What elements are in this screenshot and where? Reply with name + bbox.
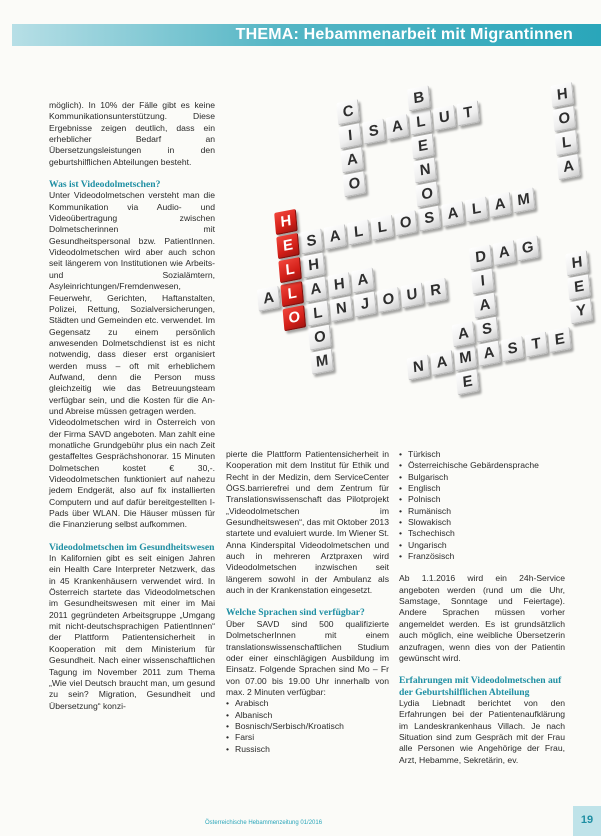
letter-tile-highlighted: E [276, 233, 300, 259]
language-item: • Ungarisch [399, 540, 565, 551]
letter-tile: A [323, 224, 347, 250]
letter-tile: Y [569, 298, 593, 324]
letter-tile: S [501, 336, 525, 362]
language-item: • Bosnisch/Serbisch/Kroatisch [226, 721, 389, 732]
intro-paragraph: möglich). In 10% der Fälle gibt es keine Kommunikationsunterstützung. Diese Ergebnisse zeigen deutlich, dass ein erheblicher Bedarf an Übersetzungsleistungen in den geburtshilflichen Abteilungen besteht. [49, 100, 215, 167]
letter-tile: A [341, 147, 365, 173]
letter-tile: L [306, 300, 330, 326]
letter-tile: H [328, 272, 352, 298]
letter-tile: L [370, 215, 394, 241]
letter-tile: N [330, 296, 354, 322]
letter-tile: H [565, 250, 589, 276]
letter-tile-highlighted: O [283, 305, 307, 331]
letter-tile: G [516, 235, 540, 261]
paragraph-pilot-project: pierte die Plattform Patientensicherheit in Kooperation mit dem Institut für Ethik und Recht in der Medizin, dem ServiceCenter ÖGS.barrierefrei und dem Zentrum für Translationswissenschaft das Pilotprojekt „Videodolmetschen im Gesundheitswesen“, das mit Oktober 2013 startete und evaluiert wurde. Im Wiener St. Anna Kinderspital Videodolmetschen und auch in mehreren Arztpraxen wird Videodolmetschen inzwischen seit längerem sowohl in der Ambulanz als auch in der Krankenstation eingesetzt. [226, 449, 389, 596]
letter-tile: A [430, 350, 454, 376]
letter-tile: M [454, 345, 478, 371]
letter-tile: L [465, 196, 489, 222]
letter-tile: A [473, 292, 497, 318]
letter-tile: L [409, 109, 433, 135]
language-item: • Tschechisch [399, 528, 565, 539]
letter-tile-highlighted: H [274, 209, 298, 235]
letter-tile: A [488, 192, 512, 218]
letter-tile: O [553, 106, 577, 132]
letter-tile: O [308, 324, 332, 350]
letter-tile: R [424, 278, 448, 304]
letter-tile: O [416, 181, 440, 207]
letter-tile: E [456, 369, 480, 395]
page-number-box [573, 806, 601, 836]
letter-tile: B [407, 85, 431, 111]
language-item: • Polnisch [399, 494, 565, 505]
section-heading-video-interpreting: Was ist Videodolmetschen? [49, 179, 161, 191]
header-banner [12, 24, 601, 46]
language-item: • Französisch [399, 551, 565, 562]
letter-tile: E [567, 274, 591, 300]
letter-tile: A [304, 276, 328, 302]
letter-tile: L [347, 219, 371, 245]
language-item: • Bulgarisch [399, 472, 565, 483]
letter-tile: M [310, 349, 334, 375]
language-item: • Russisch [226, 744, 389, 755]
letter-tile: U [400, 282, 424, 308]
letter-tile: A [477, 341, 501, 367]
letter-tile: C [336, 99, 360, 125]
letter-tile: O [377, 287, 401, 313]
language-list-part2 [399, 449, 565, 562]
letter-tile: D [469, 244, 493, 270]
letter-tile: T [456, 100, 480, 126]
letter-tile-highlighted: L [280, 281, 304, 307]
text-column-left [49, 100, 215, 712]
letter-tile: N [407, 354, 431, 380]
letter-tile: A [557, 154, 581, 180]
letter-tile: S [362, 118, 386, 144]
letter-tile: A [452, 321, 476, 347]
letter-tile: O [394, 210, 418, 236]
letter-tile: H [551, 82, 575, 108]
greetings-crossword-image [224, 82, 596, 437]
letter-tile: E [411, 133, 435, 159]
letter-tile: A [257, 286, 281, 312]
language-item: • Farsi [226, 732, 389, 743]
crossword-tiles [212, 46, 601, 473]
section-heading-healthcare: Videodolmetschen im Gesundheitswesen [49, 541, 215, 553]
letter-tile: U [433, 105, 457, 131]
letter-tile: H [302, 252, 326, 278]
paragraph-interpreters: Über SAVD sind 500 qualifizierte DolmetscherInnen mit einem translationswissenschaftlichen Studium oder einer einschlägigen Ausbildung im Einsatz. Folgende Sprachen sind Mo – Fr von 07.00 bis 19.00 Uhr innerhalb von max. 2 Minuten verfügbar: [226, 618, 389, 697]
letter-tile: S [300, 228, 324, 254]
section-heading-experiences: Erfahrungen mit Videodolmetschen auf der Geburtshilflichen Abteilung [399, 675, 562, 698]
language-item: • Albanisch [226, 710, 389, 721]
paragraph-experiences: Lydia Liebnadt berichtet von den Erfahrungen bei der Patientenaufklärung im Landeskrankenhaus Villach. Je nach Situation sind zum Gespräch mit der Frau alle Personen wie Angehörige der Frau, Arzt, Hebamme, Sekretärin, ev. [399, 697, 565, 765]
language-item: • Österreichische Gebärdensprache [399, 460, 565, 471]
section-heading-languages: Welche Sprachen sind verfügbar? [226, 607, 365, 619]
letter-tile-highlighted: L [278, 257, 302, 283]
language-item: • Arabisch [226, 698, 389, 709]
letter-tile: A [386, 114, 410, 140]
letter-tile: O [343, 171, 367, 197]
letter-tile: S [418, 205, 442, 231]
language-item: • Türkisch [399, 449, 565, 460]
letter-tile: T [524, 331, 548, 357]
language-list-part1 [226, 698, 389, 755]
letter-tile: I [339, 123, 363, 149]
text-column-right [399, 449, 565, 766]
paragraph-24h-service: Ab 1.1.2016 wird ein 24h-Service angeboten werden (rund um die Uhr, Samstage, Sonntage und Feiertage). Andere Sprachen müssen vorher angemeldet werden. Es ist grundsätzlich auch möglich, eine weibliche Übersetzerin anzufragen, wenn dies von der Patientin gewünscht wird. [399, 573, 565, 663]
journal-footer: Österreichische Hebammenzeitung 01/2016 [205, 820, 323, 826]
letter-tile: L [555, 130, 579, 156]
language-item: • Slowakisch [399, 517, 565, 528]
letter-tile: J [353, 291, 377, 317]
letter-tile: E [548, 327, 572, 353]
letter-tile: I [471, 268, 495, 294]
page-topic-title: THEMA: Hebammenarbeit mit Migrantinnen [235, 26, 573, 43]
language-item: • Englisch [399, 483, 565, 494]
letter-tile: N [413, 157, 437, 183]
letter-tile: M [512, 187, 536, 213]
paragraph-video-interpreting-definition: Unter Videodolmetschen versteht man die Kommunikation via Audio- und Videoübertragung zwischen Dolmetscherinnen mit Gesundheitspersonal bzw. PatientInnen. Videodolmetschen wird aber auch schon seit längerem von Institutionen wie Arbeits- und Sozialämtern, Asyleinrichtungen/Fremdenwesen, Feuerwehr, Gerichten, Haftanstalten, Polizei, Rettung, Sozialversicherungen, Städten und Gemeinden etc. verwendet. Im Gegensatz zu einem persönlich anwesenden Dolmetschdienst ist es nicht notwendig, dass dieser erst organisiert werden muss – oft mit erheblichem Aufwand, denn die Person muss gleichzeitig wie das Betreuungsteam verfügbar sein, und die Kosten für die An- und Abreise müssen getragen werden. [49, 190, 215, 416]
letter-tile: A [351, 267, 375, 293]
page-number: 19 [580, 814, 594, 826]
language-item: • Rumänisch [399, 506, 565, 517]
letter-tile: S [475, 316, 499, 342]
letter-tile: A [441, 201, 465, 227]
paragraph-healthcare-history: In Kalifornien gibt es seit einigen Jahren ein Health Care Interpreter Netzwerk, das in 45 Krankenhäusern verwendet wird. In Österreich startete das Videodolmetschen im Gesundheitswesen mit einer im Mai 2011 gegründeten Arbeitsgruppe „Umgang mit nicht-deutschsprachigen PatientInnen“ der Plattform Patientensicherheit in Kooperation mit dem Ministerium für Gesundheit. Nach einer wissenschaftlichen Tagung im November 2011 zum Thema „Wie viel Deutsch braucht man, um gesund zu sein? Migration, Gesundheit und Übersetzung“ konzi- [49, 553, 215, 711]
letter-tile: A [493, 240, 517, 266]
paragraph-savd-service: Videodolmetschen wird in Österreich von der Firma SAVD angeboten. Man zahlt eine monatliche Grundgebühr plus ein nach Zeit gestaffeltes Gesprächshonorar. 15 Minuten Dolmetschen kostet € 30,-. Videodolmetschen funktioniert auf nahezu jedem Endgerät, also auf fix installierten Computern und auf dafür bereitgestellten I-Pads über WLAN. Die Häuser müssen für die Finanzierung selbst aufkommen. [49, 417, 215, 530]
text-column-middle [226, 449, 389, 755]
